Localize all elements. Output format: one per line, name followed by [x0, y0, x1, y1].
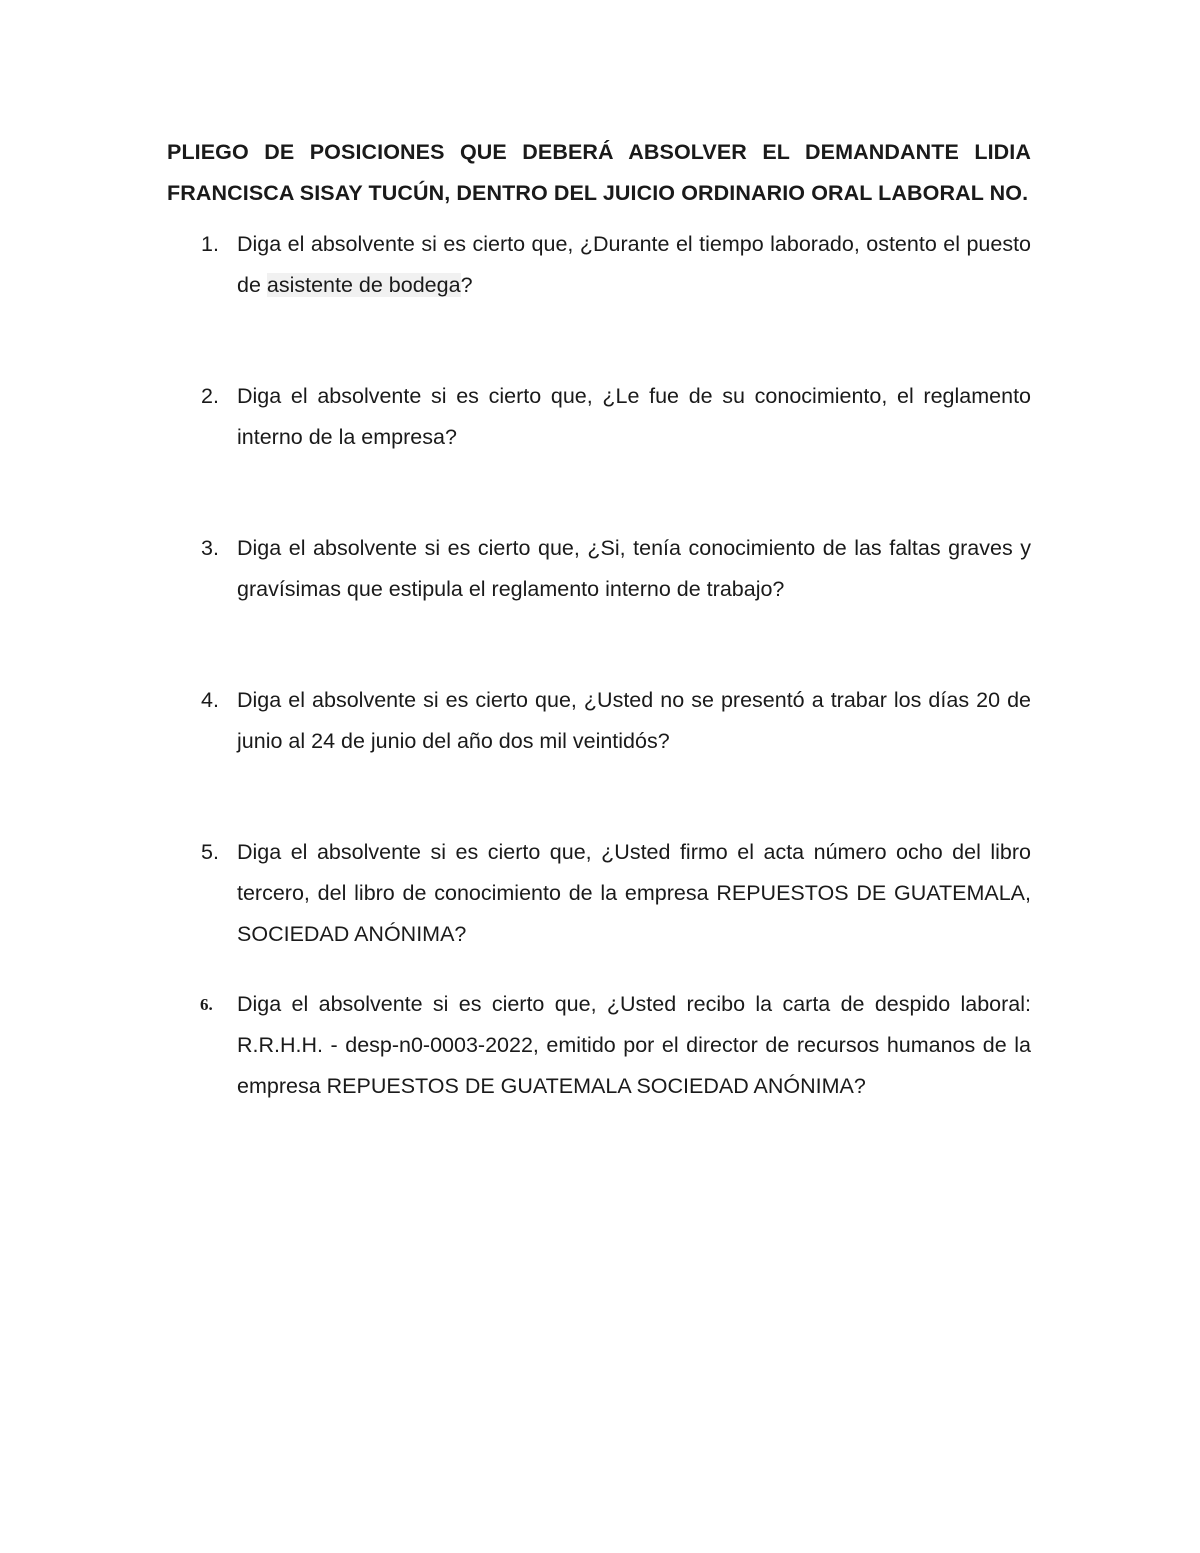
document-body — [167, 132, 1031, 1107]
question-text: Diga el absolvente si es cierto que, ¿Usted recibo la carta de despido laboral: R.R.H.H. - desp-n0-0003-2022, emitido por el director de recursos humanos de la empresa REPUESTOS DE GUATEMALA SOCIEDAD ANÓNIMA? — [237, 992, 1031, 1098]
questions-list — [167, 224, 1031, 1107]
question-item-6 — [167, 984, 1031, 1107]
question-item-5 — [167, 832, 1031, 955]
question-text — [237, 224, 1031, 306]
question-text-end: ? — [460, 273, 473, 297]
question-number: 3. — [201, 536, 219, 560]
question-number: 4. — [201, 688, 219, 712]
question-number: 5. — [201, 840, 219, 864]
question-number: 6. — [200, 995, 213, 1014]
question-text: Diga el absolvente si es cierto que, ¿Usted firmo el acta número ocho del libro tercero, del libro de conocimiento de la empresa REPUESTOS DE GUATEMALA, SOCIEDAD ANÓNIMA? — [237, 840, 1031, 946]
question-item-1 — [167, 224, 1031, 306]
question-text: Diga el absolvente si es cierto que, ¿Le fue de su conocimiento, el reglamento interno de la empresa? — [237, 384, 1031, 449]
question-item-4 — [167, 680, 1031, 762]
document-title: PLIEGO DE POSICIONES QUE DEBERÁ ABSOLVER EL DEMANDANTE LIDIA FRANCISCA SISAY TUCÚN, DENTRO DEL JUICIO ORDINARIO ORAL LABORAL NO. — [167, 140, 1031, 205]
question-item-3 — [167, 528, 1031, 610]
question-number: 2. — [201, 384, 219, 408]
question-text: Diga el absolvente si es cierto que, ¿Si, tenía conocimiento de las faltas graves y gravísimas que estipula el reglamento interno de trabajo? — [237, 536, 1031, 601]
question-item-2 — [167, 376, 1031, 458]
question-number: 1. — [201, 232, 219, 256]
question-text-start: Diga el absolvente si es cierto que, ¿Durante el tiempo laborado, ostento el puesto de — [237, 232, 1031, 297]
question-text: Diga el absolvente si es cierto que, ¿Usted no se presentó a trabar los días 20 de junio al 24 de junio del año dos mil veintidós? — [237, 688, 1031, 753]
highlighted-text: asistente de bodega — [266, 273, 461, 297]
